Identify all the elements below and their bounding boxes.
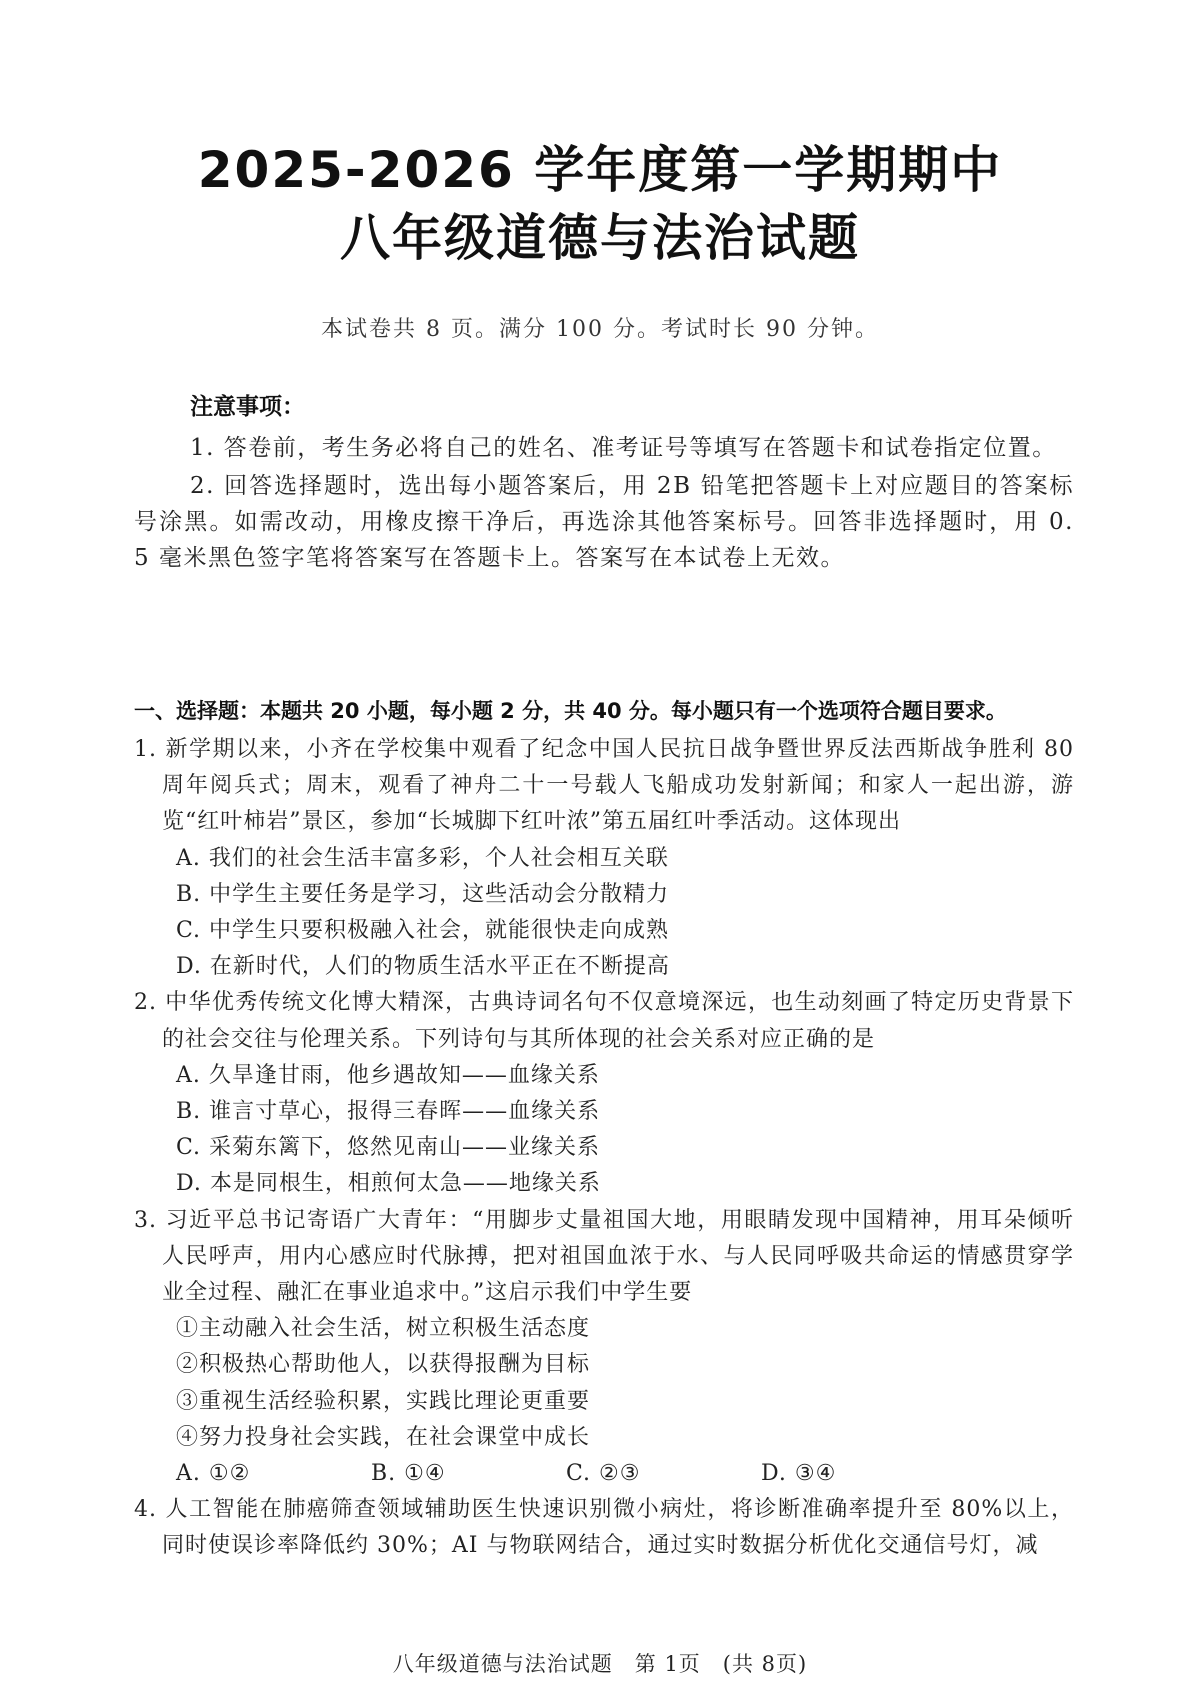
- question-1: [134, 732, 1074, 985]
- option-a: A. 久旱逢甘雨，他乡遇故知——血缘关系: [176, 1062, 600, 1088]
- choice-a: A. ①②: [176, 1461, 251, 1487]
- option-a: A. 我们的社会生活丰富多彩，个人社会相互关联: [176, 845, 669, 871]
- option-c: C. 采菊东篱下，悠然见南山——业缘关系: [176, 1135, 601, 1161]
- question-stem: 1. 新学期以来，小齐在学校集中观看了纪念中国人民抗日战争暨世界反法西斯战争胜利 80 周年阅兵式；周末，观看了神舟二十一号载人飞船成功发射新闻；和家人一起出游，游览“红叶柿岩”景区，参加“长城脚下红叶浓”第五届红叶季活动。这体现出: [134, 737, 1074, 835]
- question-list: [134, 732, 1074, 1565]
- option-d: D. 本是同根生，相煎何太急——地缘关系: [176, 1171, 601, 1197]
- question-2: [134, 985, 1074, 1202]
- option-b: B. 谁言寸草心，报得三春晖——血缘关系: [176, 1099, 601, 1125]
- exam-info: 本试卷共 8 页。满分 100 分。考试时长 90 分钟。: [321, 317, 879, 342]
- page-title-line2: 八年级道德与法治试题: [340, 209, 860, 267]
- question-stem: 3. 习近平总书记寄语广大青年：“用脚步丈量祖国大地，用眼睛发现中国精神，用耳朵倾听人民呼声，用内心感应时代脉搏，把对祖国血浓于水、与人民同呼吸共命运的情感贯穿学业全过程、融汇在事业追求中。”这启示我们中学生要: [134, 1207, 1074, 1306]
- notice-item-1: 1. 答卷前，考生务必将自己的姓名、准考证号等填写在答题卡和试卷指定位置。: [190, 435, 1057, 461]
- question-4: [134, 1492, 1074, 1564]
- option-c: C. 中学生只要积极融入社会，就能很快走向成熟: [176, 918, 670, 944]
- statement-1: ①主动融入社会生活，树立积极生活态度: [176, 1316, 591, 1342]
- choice-b: B. ①④: [371, 1461, 446, 1487]
- choice-c: C. ②③: [566, 1461, 641, 1487]
- notice-item-2: 2. 回答选择题时，选出每小题答案后，用 2B 铅笔把答题卡上对应题目的答案标号涂黑。如需改动，用橡皮擦干净后，再选涂其他答案标号。回答非选择题时，用 0. 5 毫米黑色签字笔将答案写在答题卡上。答案写在本试卷上无效。: [134, 473, 1074, 571]
- section-heading: 一、选择题：本题共 20 小题，每小题 2 分，共 40 分。每小题只有一个选项符合题目要求。: [134, 699, 1007, 723]
- notice-body: [134, 430, 1074, 576]
- statement-4: ④努力投身社会实践，在社会课堂中成长: [176, 1424, 591, 1450]
- choice-d: D. ③④: [761, 1461, 837, 1487]
- notice-title: 注意事项：: [190, 394, 305, 420]
- option-d: D. 在新时代，人们的物质生活水平正在不断提高: [176, 954, 670, 980]
- question-stem: 4. 人工智能在肺癌筛查领域辅助医生快速识别微小病灶，将诊断准确率提升至 80%以上，同时使误诊率降低约 30%；AI 与物联网结合，通过实时数据分析优化交通信号灯，减: [134, 1497, 1074, 1559]
- option-b: B. 中学生主要任务是学习，这些活动会分散精力: [176, 881, 670, 907]
- statement-2: ②积极热心帮助他人，以获得报酬为目标: [176, 1352, 591, 1378]
- choice-row: [134, 1456, 1074, 1492]
- page-footer: 八年级道德与法治试题 第 1页 (共 8页): [392, 1652, 808, 1676]
- question-3: [134, 1203, 1074, 1493]
- question-stem: 2. 中华优秀传统文化博大精深，古典诗词名句不仅意境深远，也生动刻画了特定历史背景下的社会交往与伦理关系。下列诗句与其所体现的社会关系对应正确的是: [134, 990, 1074, 1052]
- statement-3: ③重视生活经验积累，实践比理论更重要: [176, 1388, 591, 1414]
- page-title-line1: 2025-2026 学年度第一学期期中: [197, 141, 1003, 199]
